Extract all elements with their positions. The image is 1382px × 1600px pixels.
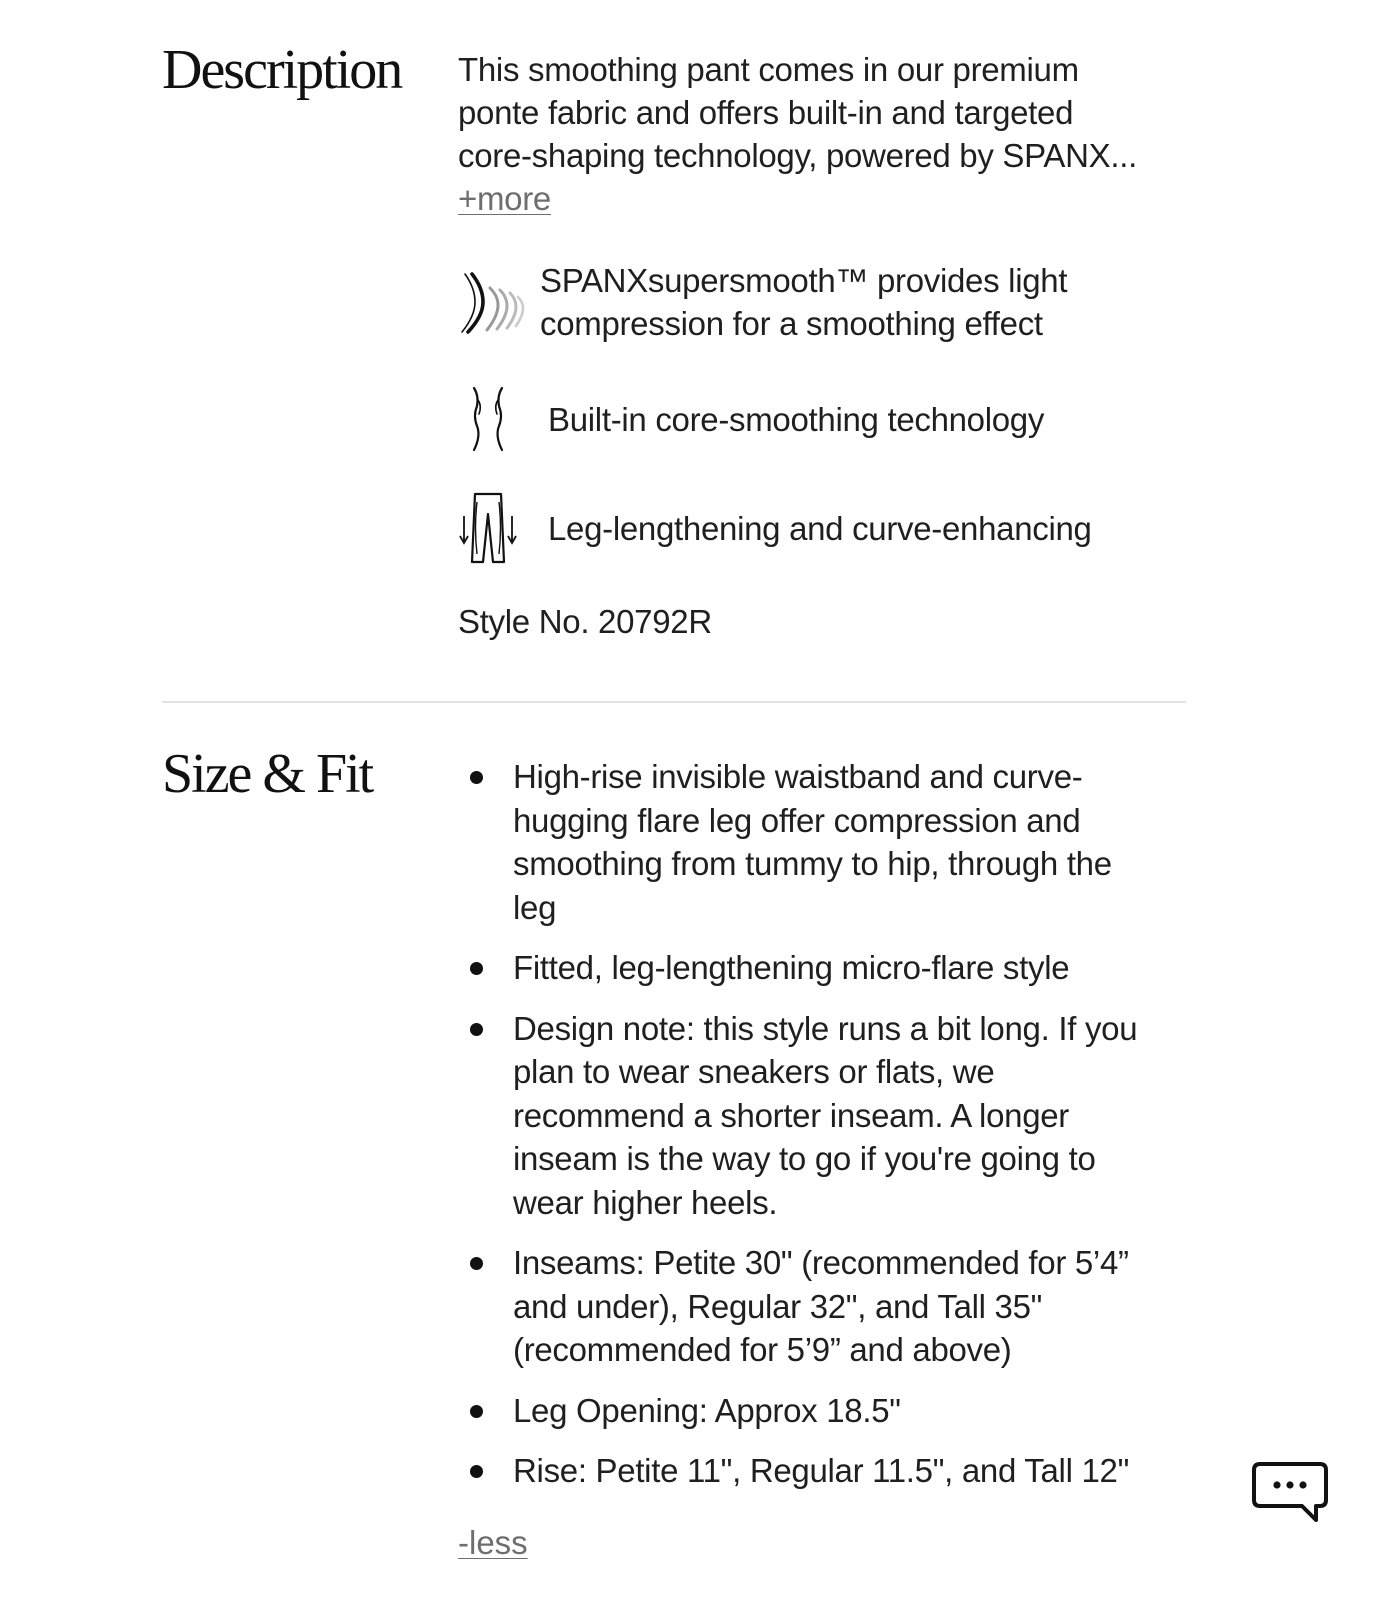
section-divider: [162, 701, 1186, 703]
list-item-line: Rise: Petite 11", Regular 11.5", and Tall 12": [513, 1452, 1130, 1489]
list-item-line: recommend a shorter inseam. A longer: [513, 1096, 1069, 1134]
feature-compression: [458, 259, 1067, 345]
description-line: This smoothing pant comes in our premium: [458, 51, 1079, 88]
description-line: ponte fabric and offers built-in and targeted: [458, 94, 1074, 131]
more-link[interactable]: +more: [458, 180, 551, 217]
list-item-line: wear higher heels.: [513, 1183, 778, 1221]
list-item-line: High-rise invisible waistband and curve-: [513, 758, 1083, 795]
list-item: [458, 1449, 1178, 1493]
list-item-line: Design note: this style runs a bit long. If you: [513, 1009, 1138, 1047]
list-item-line: and under), Regular 32", and Tall 35": [513, 1287, 1043, 1325]
list-item-line: Leg Opening: Approx 18.5": [513, 1391, 901, 1429]
feature-leg-lengthening: [458, 488, 1092, 568]
list-item-line: plan to wear sneakers or flats, we: [513, 1053, 995, 1090]
feature-text: [540, 259, 1067, 345]
less-link[interactable]: -less: [458, 1524, 528, 1561]
list-item: [458, 755, 1178, 929]
style-number: Style No. 20792R: [458, 603, 712, 640]
list-item: [458, 946, 1178, 990]
chat-bubble-icon: [1250, 1460, 1332, 1530]
compression-waves-icon: [458, 266, 526, 338]
bullet-icon: [470, 1465, 483, 1478]
bullet-icon: [470, 1023, 483, 1036]
description-text: [458, 48, 1178, 177]
list-item: [458, 1389, 1178, 1433]
bullet-icon: [470, 771, 483, 784]
feature-text: Leg-lengthening and curve-enhancing: [548, 509, 1092, 547]
bullet-icon: [470, 962, 483, 975]
leg-lengthening-icon: [458, 488, 518, 568]
list-item-line: Fitted, leg-lengthening micro-flare style: [513, 949, 1070, 986]
list-item-line: smoothing from tummy to hip, through the: [513, 845, 1112, 882]
list-item-line: inseam is the way to go if you're going to: [513, 1140, 1096, 1177]
list-item: [458, 1007, 1178, 1225]
feature-line: SPANXsupersmooth™ provides light: [540, 262, 1068, 299]
list-item-line: (recommended for 5’9” and above): [513, 1331, 1012, 1368]
list-item: [458, 1241, 1178, 1372]
description-body: [458, 48, 1178, 220]
bullet-icon: [470, 1257, 483, 1270]
feature-core-smoothing: [458, 386, 1044, 452]
list-item-line: hugging flare leg offer compression and: [513, 801, 1081, 839]
feature-line: compression for a smoothing effect: [540, 305, 1043, 342]
core-smoothing-icon: [458, 386, 518, 452]
bullet-icon: [470, 1405, 483, 1418]
list-item-line: Inseams: Petite 30" (recommended for 5’4”: [513, 1244, 1129, 1281]
size-fit-heading: Size & Fit: [162, 743, 373, 805]
description-line: core-shaping technology, powered by SPANX...: [458, 137, 1137, 174]
size-fit-list: [458, 755, 1178, 1510]
chat-button[interactable]: [1250, 1460, 1332, 1530]
list-item-line: leg: [513, 888, 557, 926]
feature-text: Built-in core-smoothing technology: [548, 400, 1045, 438]
description-heading: Description: [162, 39, 402, 101]
